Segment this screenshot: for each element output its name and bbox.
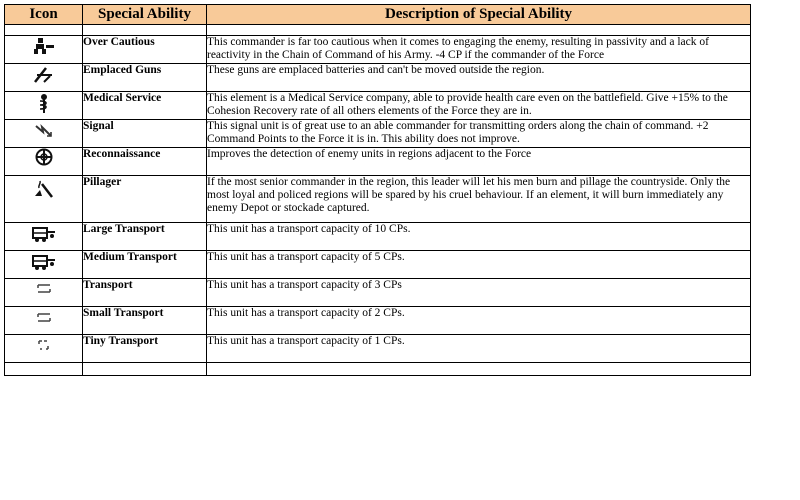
tiny-transport-icon: [32, 335, 56, 355]
header-icon: Icon: [5, 5, 83, 25]
over-cautious-icon: [32, 36, 56, 56]
icon-cell: [5, 92, 83, 120]
ability-description: This element is a Medical Service company, able to provide health care even on the battlefield. Give +15% to the Cohesion Recovery rate of all others elements of the Force they are in.: [207, 92, 751, 120]
medium-transport-icon: [31, 251, 57, 271]
large-transport-icon: [31, 223, 57, 243]
ability-name: Reconnaissance: [83, 148, 207, 176]
reconnaissance-icon: [33, 148, 55, 166]
emplaced-guns-icon: [32, 64, 56, 84]
ability-description: If the most senior commander in the region, this leader will let his men burn and pillage the countryside. Only the most loyal and policed regions will be spared by his cruel behaviour. If an element, it will burn immediately any enemy Depot or stockade captured.: [207, 176, 751, 223]
ability-description: This commander is far too cautious when it comes to engaging the enemy, resulting in passivity and a lack of reactivity in the Chain of Command of his Army. -4 CP if the commander of the Force: [207, 36, 751, 64]
header-description: Description of Special Ability: [207, 5, 751, 25]
header-special-ability: Special Ability: [83, 5, 207, 25]
ability-description: This unit has a transport capacity of 1 CPs.: [207, 335, 751, 363]
ability-description: Improves the detection of enemy units in regions adjacent to the Force: [207, 148, 751, 176]
ability-name: Tiny Transport: [83, 335, 207, 363]
table-row: [5, 279, 751, 307]
table-row: [5, 176, 751, 223]
table-row: [5, 148, 751, 176]
icon-cell: [5, 176, 83, 223]
icon-cell: [5, 251, 83, 279]
table-row: [5, 223, 751, 251]
ability-description: This unit has a transport capacity of 3 CPs: [207, 279, 751, 307]
ability-description: This unit has a transport capacity of 2 CPs.: [207, 307, 751, 335]
table-row: [5, 335, 751, 363]
table-row: [5, 92, 751, 120]
ability-name: Medical Service: [83, 92, 207, 120]
transport-icon: [32, 279, 56, 299]
ability-name: Medium Transport: [83, 251, 207, 279]
table-row: [5, 36, 751, 64]
ability-name: Small Transport: [83, 307, 207, 335]
icon-cell: [5, 279, 83, 307]
ability-name: Transport: [83, 279, 207, 307]
table-row: [5, 64, 751, 92]
ability-name: Emplaced Guns: [83, 64, 207, 92]
ability-description: This signal unit is of great use to an able commander for transmitting orders along the chain of command. +2 Command Points to the Force it is in. This ability does not improve.: [207, 120, 751, 148]
ability-description: This unit has a transport capacity of 5 CPs.: [207, 251, 751, 279]
ability-name: Signal: [83, 120, 207, 148]
table-row: [5, 251, 751, 279]
icon-cell: [5, 223, 83, 251]
medical-service-icon: [32, 92, 56, 114]
icon-cell: [5, 335, 83, 363]
ability-name: Large Transport: [83, 223, 207, 251]
small-transport-icon: [32, 307, 56, 327]
icon-cell: [5, 36, 83, 64]
icon-cell: [5, 120, 83, 148]
table-row: [5, 120, 751, 148]
special-abilities-table: [4, 4, 751, 376]
table-row: [5, 307, 751, 335]
signal-icon: [32, 120, 56, 140]
icon-cell: [5, 307, 83, 335]
pillager-icon: [32, 180, 56, 200]
table-header: [5, 5, 751, 25]
empty-row: [5, 25, 751, 36]
icon-cell: [5, 148, 83, 176]
empty-row: [5, 363, 751, 376]
ability-name: Over Cautious: [83, 36, 207, 64]
ability-description: This unit has a transport capacity of 10 CPs.: [207, 223, 751, 251]
ability-description: These guns are emplaced batteries and can't be moved outside the region.: [207, 64, 751, 92]
ability-name: Pillager: [83, 176, 207, 223]
icon-cell: [5, 64, 83, 92]
